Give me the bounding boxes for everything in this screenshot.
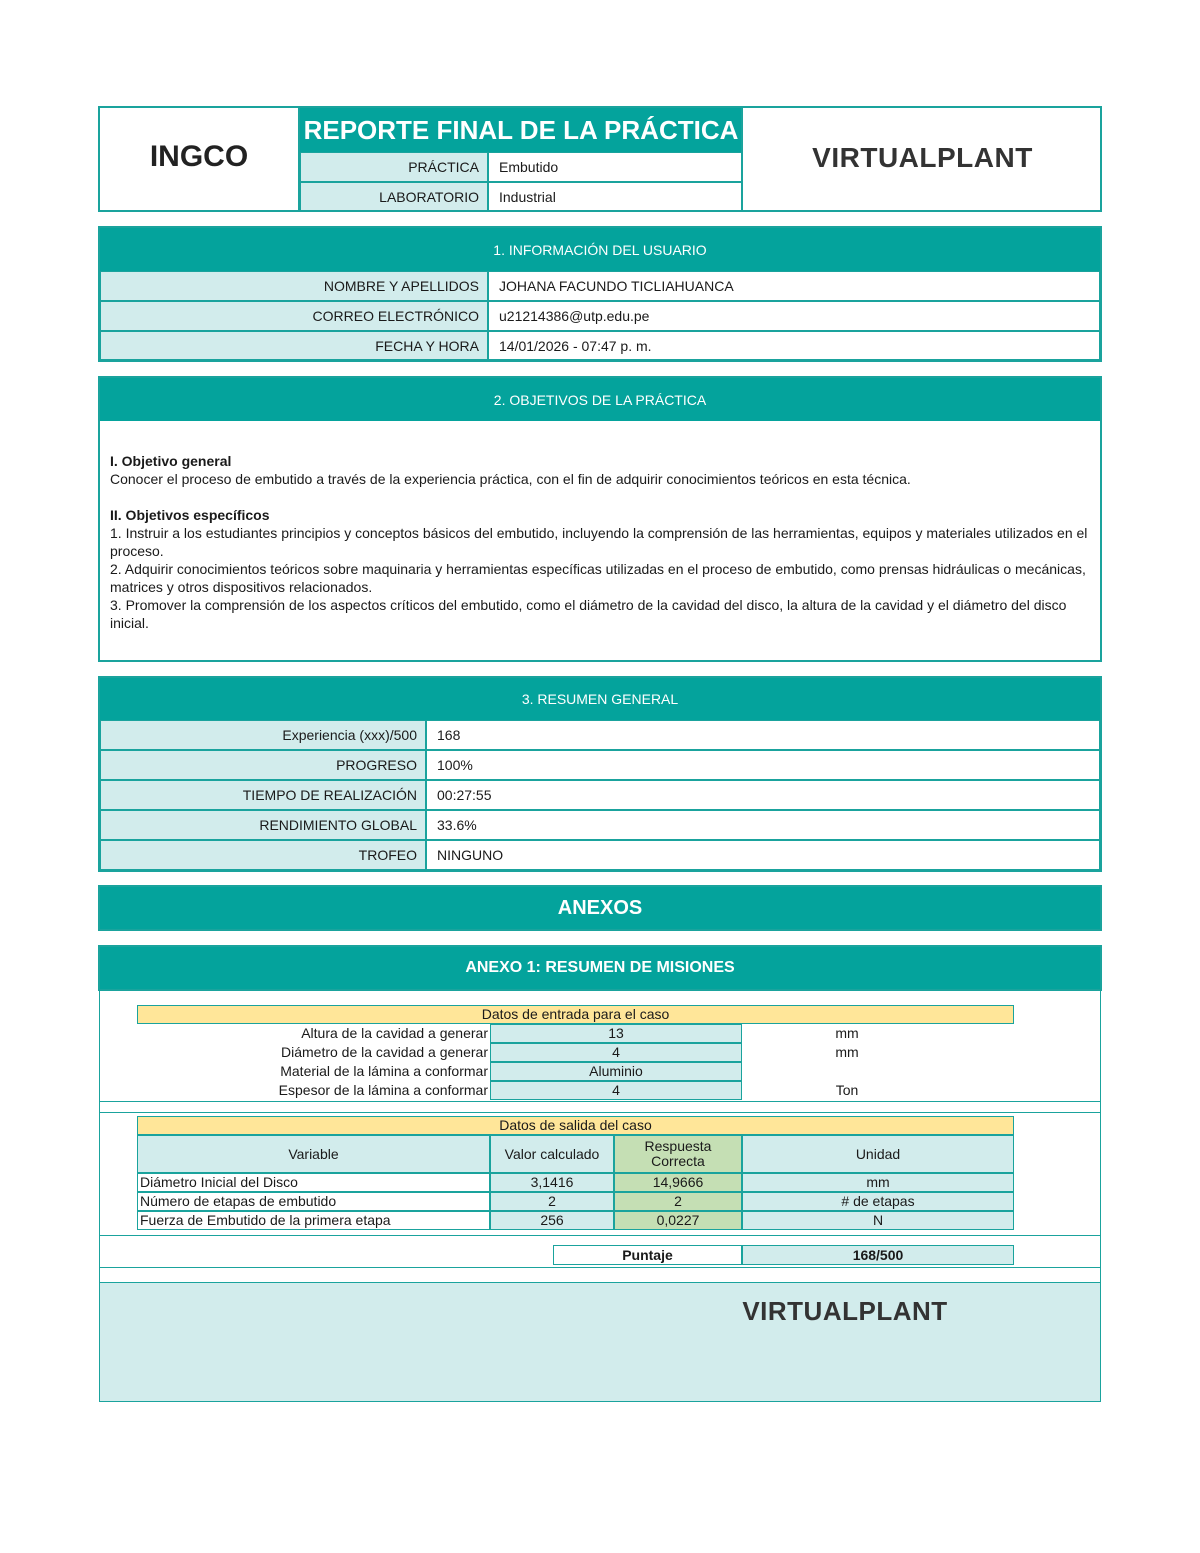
specific-objective-1: 1. Instruir a los estudiantes principios y conceptos básicos del embutido, incluyendo la comprensión de las herramientas, equipos y materiales utilizados en el proceso. bbox=[110, 525, 1088, 559]
input-value: 4 bbox=[490, 1043, 742, 1062]
input-unit: mm bbox=[835, 1025, 859, 1041]
score-label: Puntaje bbox=[553, 1245, 742, 1265]
col-variable: Variable bbox=[137, 1135, 490, 1173]
output-unit: mm bbox=[742, 1173, 1014, 1192]
experience-label: Experiencia (xxx)/500 bbox=[100, 720, 426, 750]
score-value: 168/500 bbox=[742, 1245, 1014, 1265]
input-label: Altura de la cavidad a generar bbox=[301, 1025, 488, 1041]
col-unit: Unidad bbox=[742, 1135, 1014, 1173]
specific-objective-3: 3. Promover la comprensión de los aspectos críticos del embutido, como el diámetro de la cavidad del disco, la altura de la cavidad y el diámetro del disco inicial. bbox=[110, 597, 1067, 631]
output-correct: 2 bbox=[614, 1192, 742, 1211]
output-calculated: 2 bbox=[490, 1192, 614, 1211]
user-info-title: 1. INFORMACIÓN DEL USUARIO bbox=[100, 228, 1100, 271]
name-value: JOHANA FACUNDO TICLIAHUANCA bbox=[488, 271, 1100, 301]
progress-label: PROGRESO bbox=[100, 750, 426, 780]
output-calculated: 256 bbox=[490, 1211, 614, 1230]
input-unit: Ton bbox=[835, 1082, 859, 1098]
output-unit: # de etapas bbox=[742, 1192, 1014, 1211]
input-unit bbox=[742, 1062, 952, 1081]
specific-objective-2: 2. Adquirir conocimientos teóricos sobre maquinaria y herramientas específicas utilizadas en el proceso de embutido, como prensas hidráulicas o mecánicas, matrices y otros dispositivos relacionados. bbox=[110, 561, 1086, 595]
email-value: u21214386@utp.edu.pe bbox=[488, 301, 1100, 331]
output-variable: Fuerza de Embutido de la primera etapa bbox=[137, 1211, 490, 1230]
footer-virtualplant-logo: VIRTUALPLANT bbox=[742, 1296, 948, 1326]
experience-value: 168 bbox=[426, 720, 1100, 750]
time-label: TIEMPO DE REALIZACIÓN bbox=[100, 780, 426, 810]
annex1-title: ANEXO 1: RESUMEN DE MISIONES bbox=[98, 945, 1102, 991]
trophy-value: NINGUNO bbox=[426, 840, 1100, 870]
summary-title: 3. RESUMEN GENERAL bbox=[100, 678, 1100, 720]
output-correct: 14,9666 bbox=[614, 1173, 742, 1192]
practica-value: Embutido bbox=[488, 152, 742, 182]
output-calculated: 3,1416 bbox=[490, 1173, 614, 1192]
email-label: CORREO ELECTRÓNICO bbox=[100, 301, 488, 331]
input-label: Material de la lámina a conformar bbox=[280, 1063, 488, 1079]
input-label: Espesor de la lámina a conformar bbox=[278, 1082, 488, 1098]
input-unit: mm bbox=[835, 1044, 859, 1060]
specific-heading: II. Objetivos específicos bbox=[110, 507, 270, 523]
performance-value: 33.6% bbox=[426, 810, 1100, 840]
objectives-body bbox=[110, 452, 1096, 632]
general-text: Conocer el proceso de embutido a través de la experiencia práctica, con el fin de adquirir conocimientos teóricos en esta técnica. bbox=[110, 471, 911, 487]
name-label: NOMBRE Y APELLIDOS bbox=[100, 271, 488, 301]
input-value: Aluminio bbox=[490, 1062, 742, 1081]
input-data-title: Datos de entrada para el caso bbox=[137, 1005, 1014, 1024]
input-value: 13 bbox=[490, 1024, 742, 1043]
objectives-title: 2. OBJETIVOS DE LA PRÁCTICA bbox=[100, 378, 1100, 421]
ingco-logo: INGCO bbox=[149, 140, 249, 173]
progress-value: 100% bbox=[426, 750, 1100, 780]
general-heading: I. Objetivo general bbox=[110, 453, 232, 469]
date-value: 14/01/2026 - 07:47 p. m. bbox=[488, 331, 1100, 360]
col-correct: Respuesta Correcta bbox=[614, 1135, 742, 1173]
input-value: 4 bbox=[490, 1081, 742, 1100]
trophy-label: TROFEO bbox=[100, 840, 426, 870]
virtualplant-logo: VIRTUALPLANT bbox=[812, 142, 1033, 173]
input-label: Diámetro de la cavidad a generar bbox=[280, 1044, 488, 1060]
laboratorio-label: LABORATORIO bbox=[300, 182, 488, 211]
output-correct: 0,0227 bbox=[614, 1211, 742, 1230]
output-variable: Número de etapas de embutido bbox=[137, 1192, 490, 1211]
output-unit: N bbox=[742, 1211, 1014, 1230]
annexes-title: ANEXOS bbox=[98, 885, 1102, 931]
output-variable: Diámetro Inicial del Disco bbox=[137, 1173, 490, 1192]
performance-label: RENDIMIENTO GLOBAL bbox=[100, 810, 426, 840]
report-title: REPORTE FINAL DE LA PRÁCTICA bbox=[300, 108, 742, 152]
practica-label: PRÁCTICA bbox=[300, 152, 488, 182]
time-value: 00:27:55 bbox=[426, 780, 1100, 810]
col-calculated: Valor calculado bbox=[490, 1135, 614, 1173]
output-data-title: Datos de salida del caso bbox=[137, 1116, 1014, 1135]
date-label: FECHA Y HORA bbox=[100, 331, 488, 360]
laboratorio-value: Industrial bbox=[488, 182, 742, 211]
